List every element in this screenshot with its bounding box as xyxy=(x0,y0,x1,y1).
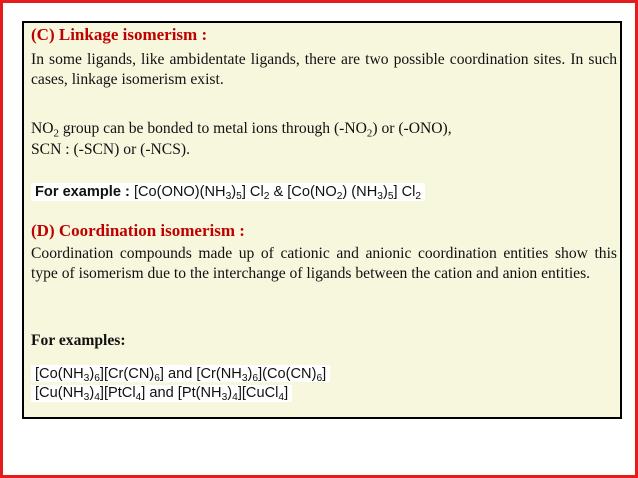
linkage-example-formula xyxy=(129,184,422,203)
coordination-example-2 xyxy=(31,385,292,402)
coordination-isomerism-heading: (D) Coordination isomerism : xyxy=(31,221,245,240)
scn-binding-text: SCN : (-SCN) or (-NCS). xyxy=(31,141,190,158)
formula-text: [Co(ONO)(NH xyxy=(129,184,226,200)
formula-subscript: 3 xyxy=(377,191,383,203)
formula-text: ] xyxy=(322,366,327,382)
formula-text: ] Cl xyxy=(241,184,264,200)
formula-text: ][Cr(CN) xyxy=(99,366,155,382)
formula-subscript: 6 xyxy=(94,373,100,385)
examples-label: For examples: xyxy=(31,332,126,349)
formula-text: ] and [Pt(NH xyxy=(141,385,222,401)
content-panel xyxy=(22,21,622,419)
linkage-example xyxy=(31,183,425,201)
formula-subscript: 2 xyxy=(263,191,270,203)
formula-subscript: 6 xyxy=(316,373,323,385)
formula-text: ] Cl xyxy=(393,184,416,200)
formula-text: ) xyxy=(89,366,95,382)
coordination-example-2-formula xyxy=(35,385,289,404)
formula-subscript: 4 xyxy=(278,392,285,404)
formula-text: ) xyxy=(247,366,253,382)
formula-text: ][CuCl xyxy=(237,385,279,401)
linkage-isomerism-heading: (C) Linkage isomerism : xyxy=(31,25,208,44)
formula-subscript: 2 xyxy=(415,191,422,203)
example-label: For example : xyxy=(35,184,130,200)
formula-subscript: 5 xyxy=(236,191,242,203)
formula-text: ] xyxy=(284,385,289,401)
no2-binding-text: $NO_2$ group can be bonded to metal ions through $(-NO_2)$ or (-ONO), xyxy=(31,120,452,140)
formula-text: ) (NH xyxy=(342,184,378,200)
formula-text: [Co(NH xyxy=(35,366,84,382)
linkage-isomerism-description: In some ligands, like ambidentate ligands, there are two possible coordination sites. In such cases, linkage isomerism exist. xyxy=(31,51,617,88)
formula-subscript: 4 xyxy=(232,392,238,404)
formula-subscript: 3 xyxy=(83,392,90,404)
formula-subscript: 6 xyxy=(154,373,160,385)
formula-subscript: 2 xyxy=(336,191,343,203)
formula-subscript: 3 xyxy=(225,191,232,203)
formula-subscript: 4 xyxy=(135,392,142,404)
formula-text: ) xyxy=(231,184,237,200)
formula-text: & [Co(NO xyxy=(269,184,337,200)
formula-text: ) xyxy=(89,385,95,401)
formula-subscript: 3 xyxy=(241,373,248,385)
formula-text: ][PtCl xyxy=(99,385,136,401)
coordination-example-1 xyxy=(31,365,330,385)
coordination-isomerism-description: Coordination compounds made up of cationic and anionic coordination entities show this type of isomerism due to the interchange of ligands between the cation and anion entities. xyxy=(31,245,617,282)
formula-subscript: 4 xyxy=(94,392,100,404)
formula-text: ](Co(CN) xyxy=(258,366,317,382)
formula-subscript: 5 xyxy=(387,191,394,203)
formula-text: ] and [Cr(NH xyxy=(159,366,242,382)
formula-subscript: 3 xyxy=(221,392,228,404)
formula-text: ) xyxy=(382,184,388,200)
formula-text: [Cu(NH xyxy=(35,385,84,401)
coordination-example-1-formula xyxy=(35,366,327,385)
formula-subscript: 3 xyxy=(83,373,90,385)
formula-text: ) xyxy=(227,385,233,401)
formula-subscript: 6 xyxy=(252,373,259,385)
